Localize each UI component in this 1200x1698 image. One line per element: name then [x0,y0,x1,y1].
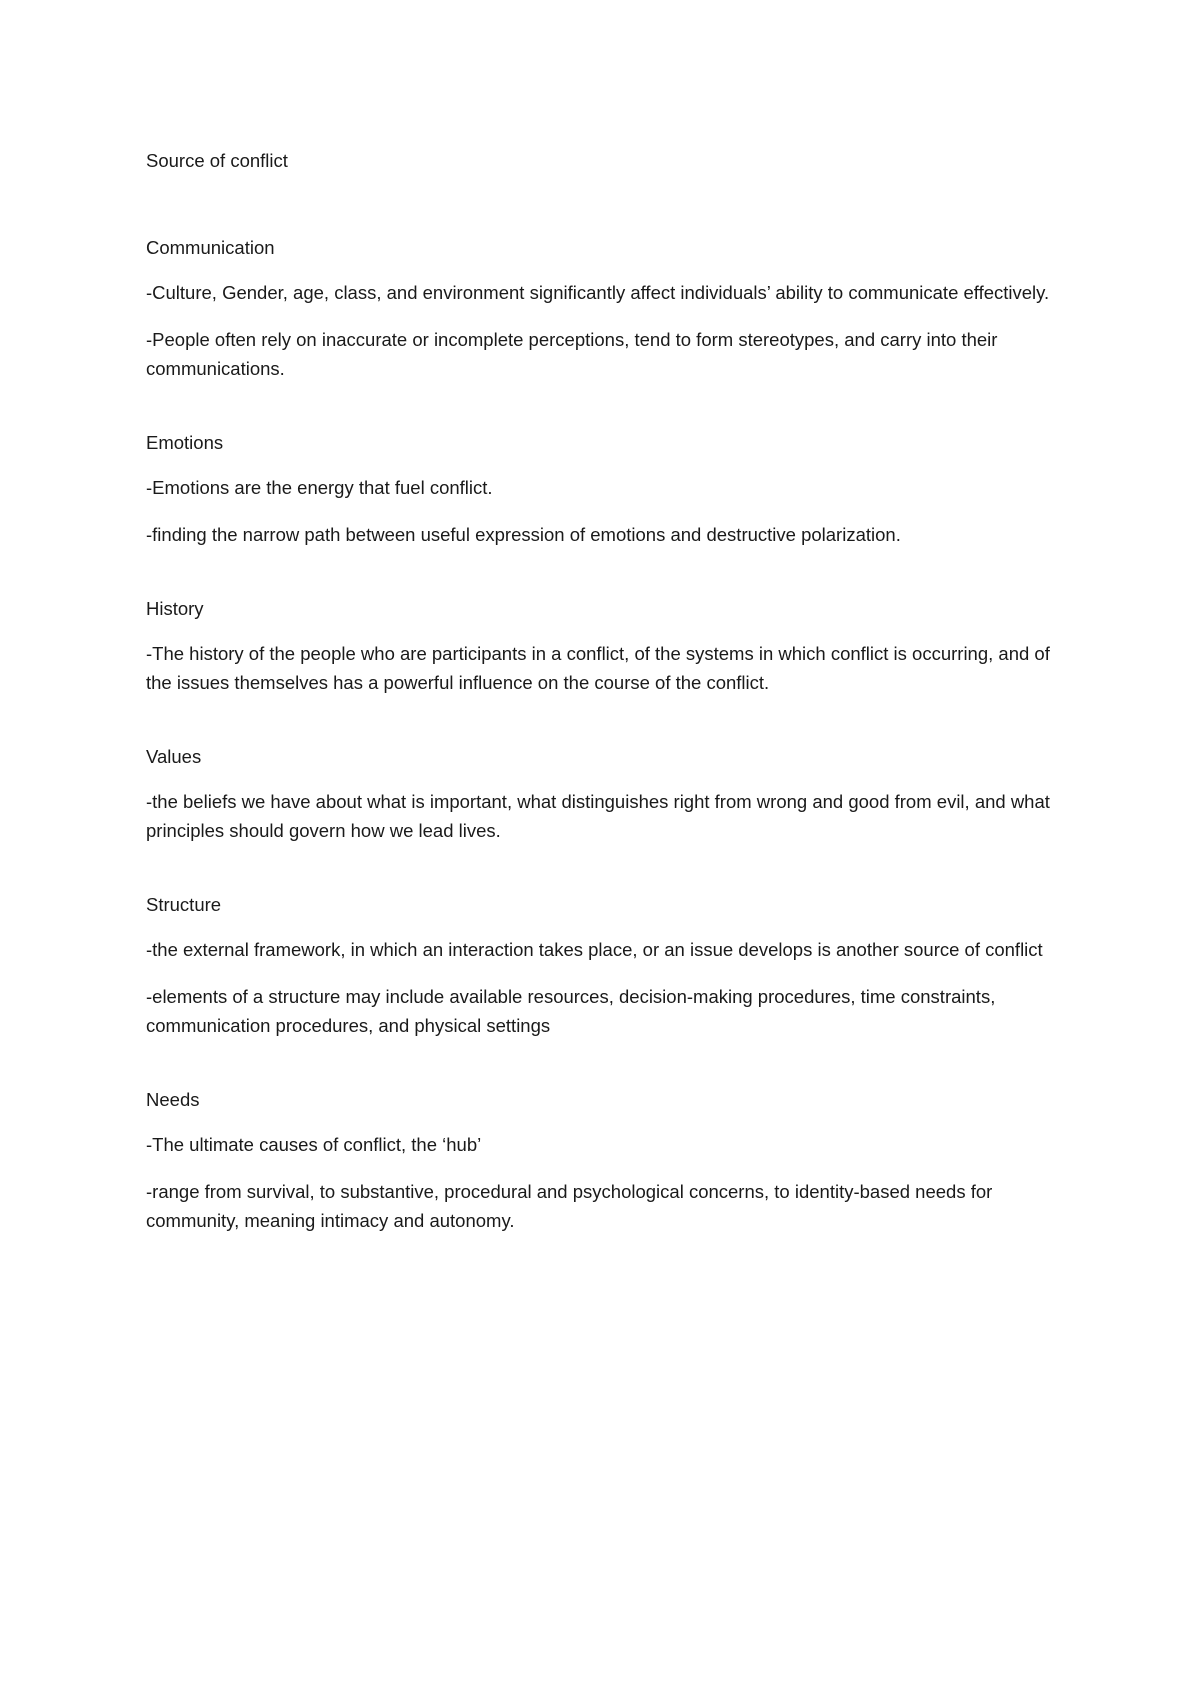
section-heading: Values [146,746,202,767]
section-paragraph: -People often rely on inaccurate or incomplete perceptions, tend to form stereotypes, and carry into their communications. [146,329,998,379]
document-body [146,146,1061,1280]
section-paragraph: -elements of a structure may include available resources, decision-making procedures, time constraints, communication procedures, and physical settings [146,986,996,1036]
section-emotions [146,428,1061,549]
section-heading: Needs [146,1089,200,1110]
section-heading: Communication [146,237,275,258]
section-communication [146,233,1061,383]
section-paragraph: -The ultimate causes of conflict, the ‘hub’ [146,1134,482,1155]
section-heading: History [146,598,204,619]
section-paragraph: -Culture, Gender, age, class, and environment significantly affect individuals’ ability to communicate effectively. [146,282,1050,303]
section-heading: Emotions [146,432,224,453]
section-paragraph: -the external framework, in which an interaction takes place, or an issue develops is another source of conflict [146,939,1043,960]
section-paragraph: -Emotions are the energy that fuel conflict. [146,477,493,498]
section-paragraph: -finding the narrow path between useful expression of emotions and destructive polarization. [146,524,901,545]
section-paragraph: -The history of the people who are participants in a conflict, of the systems in which conflict is occurring, and of the issues themselves has a powerful influence on the course of the conflict. [146,643,1050,693]
section-history [146,594,1061,697]
section-paragraph: -range from survival, to substantive, procedural and psychological concerns, to identity-based needs for community, meaning intimacy and autonomy. [146,1181,993,1231]
section-paragraph: -the beliefs we have about what is important, what distinguishes right from wrong and good from evil, and what principles should govern how we lead lives. [146,791,1050,841]
document-title: Source of conflict [146,150,288,171]
section-structure [146,890,1061,1040]
section-values [146,742,1061,845]
section-heading: Structure [146,894,222,915]
section-needs [146,1085,1061,1235]
